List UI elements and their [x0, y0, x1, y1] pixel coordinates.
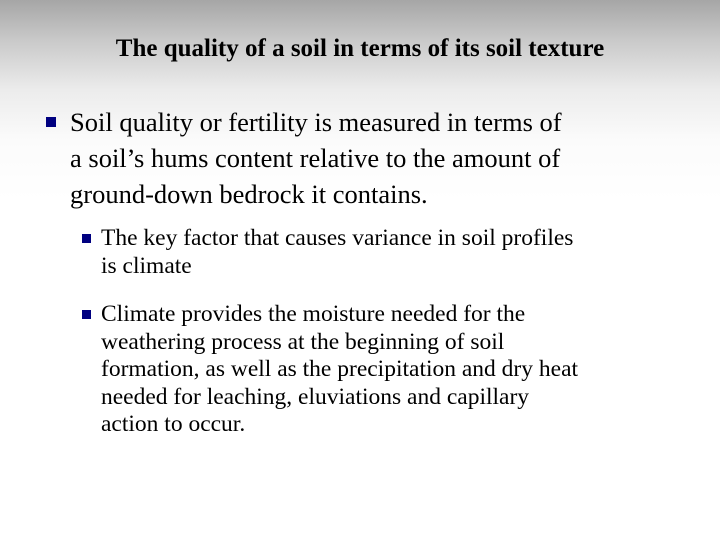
- bullet-line: a soil’s hums content relative to the amount of: [70, 143, 561, 173]
- sub-bullet-line: action to occur.: [101, 411, 246, 437]
- bullet-line: Soil quality or fertility is measured in terms of: [70, 107, 562, 137]
- sub-bullet-square-icon: [82, 234, 91, 243]
- slide-title: The quality of a soil in terms of its soil texture: [115, 35, 605, 62]
- sub-bullet-line: The key factor that causes variance in soil profiles: [101, 225, 574, 251]
- sub-bullet-line: weathering process at the beginning of soil: [101, 328, 505, 355]
- sub-bullet-text: [101, 225, 573, 280]
- sub-bullet-line: Climate provides the moisture needed for the: [101, 301, 526, 327]
- bullet-text: [70, 104, 690, 212]
- sub-bullet-text: [101, 301, 578, 439]
- sub-bullet-line: is climate: [101, 252, 192, 279]
- bullet-square-icon: [46, 117, 56, 127]
- sub-bullet-square-icon: [82, 310, 91, 319]
- sub-bullet-line: formation, as well as the precipitation and dry heat: [101, 356, 579, 382]
- bullet-line: ground-down bedrock it contains.: [70, 179, 428, 209]
- sub-bullet-line: needed for leaching, eluviations and capillary: [101, 383, 530, 410]
